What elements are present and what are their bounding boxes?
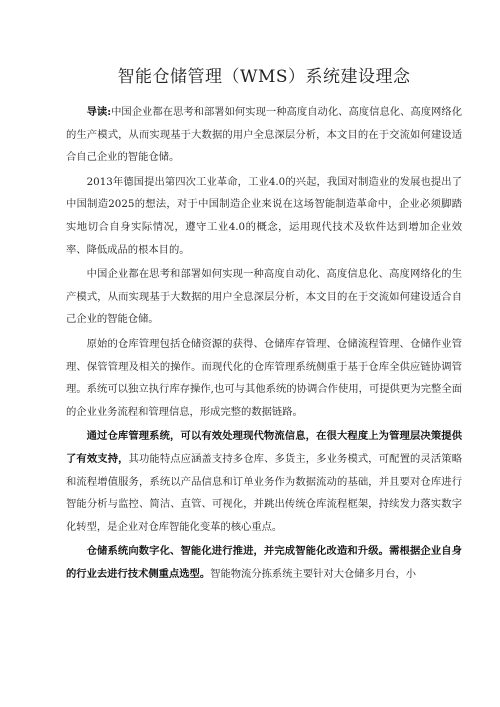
paragraph-text: 2013年德国提出第四次工业革命，工业4.0的兴起，我国对制造业的发展也提出了中国制造2025的想法，对于中国制造企业来说在这场智能制造革命中，企业必须脚踏实地切合自身实际情况，遵守工业4.0的概念，运用现代技术及软件达到增加企业效率、降低成品的根本目的。 <box>66 175 462 256</box>
paragraph-5 <box>66 425 462 538</box>
paragraph-lead: 通过仓库管理系统，可以有效处理现代物流信息，在很大程度上为管理层决策提供了有效支持， <box>66 430 462 465</box>
paragraph-text: 智能物流分拣系统主要针对大仓储多月台，小 <box>210 567 417 580</box>
paragraph-6 <box>66 540 462 585</box>
paragraph-text: 中国企业都在思考和部署如何实现一种高度自动化、高度信息化、高度网络化的生产模式，从而实现基于大数据的用户全息深层分析，本文目的在于交流如何建设适合自己企业的智能仓储。 <box>66 268 462 326</box>
paragraph-lead: 导读: <box>86 106 112 118</box>
document-title: 智能仓储管理（WMS）系统建设理念 <box>117 67 411 87</box>
paragraph-intro <box>66 101 462 169</box>
paragraph-4 <box>66 333 462 423</box>
paragraph-lead: 仓储系统向数字化、智能化进行推进，并完成智能化改造和升级。需根据企业自身的行业去进行技术侧重点选型。 <box>66 545 462 580</box>
paragraph-text: 中国企业都在思考和部署如何实现一种高度自动化、高度信息化、高度网络化的生产模式，从而实现基于大数据的用户全息深层分析，本文目的在于交流如何建设适合自己企业的智能仓储。 <box>66 106 462 164</box>
paragraph-2 <box>66 171 462 261</box>
paragraph-text: 其功能特点应涵盖支持多仓库、多货主，多业务模式，可配置的灵活策略和流程增值服务，系统以产品信息和订单业务作为数据流动的基础，并且要对仓库进行智能分析与监控、简洁、直管、可视化，并跳出传统仓库流程框架，持续发力落实数字化转型，是企业对仓库智能化变革的核心重点。 <box>66 452 462 533</box>
paragraph-text: 原始的仓库管理包括仓储资源的获得、仓储库存管理、仓储流程管理、仓储作业管理、保管管理及相关的操作。而现代化的仓库管理系统侧重于基于仓库全供应链协调管理。系统可以独立执行库存操作,也可与其他系统的协调合作使用，可提供更为完整全面的企业业务流程和管理信息，形成完整的数据链路。 <box>66 337 462 418</box>
paragraph-3 <box>66 263 462 331</box>
